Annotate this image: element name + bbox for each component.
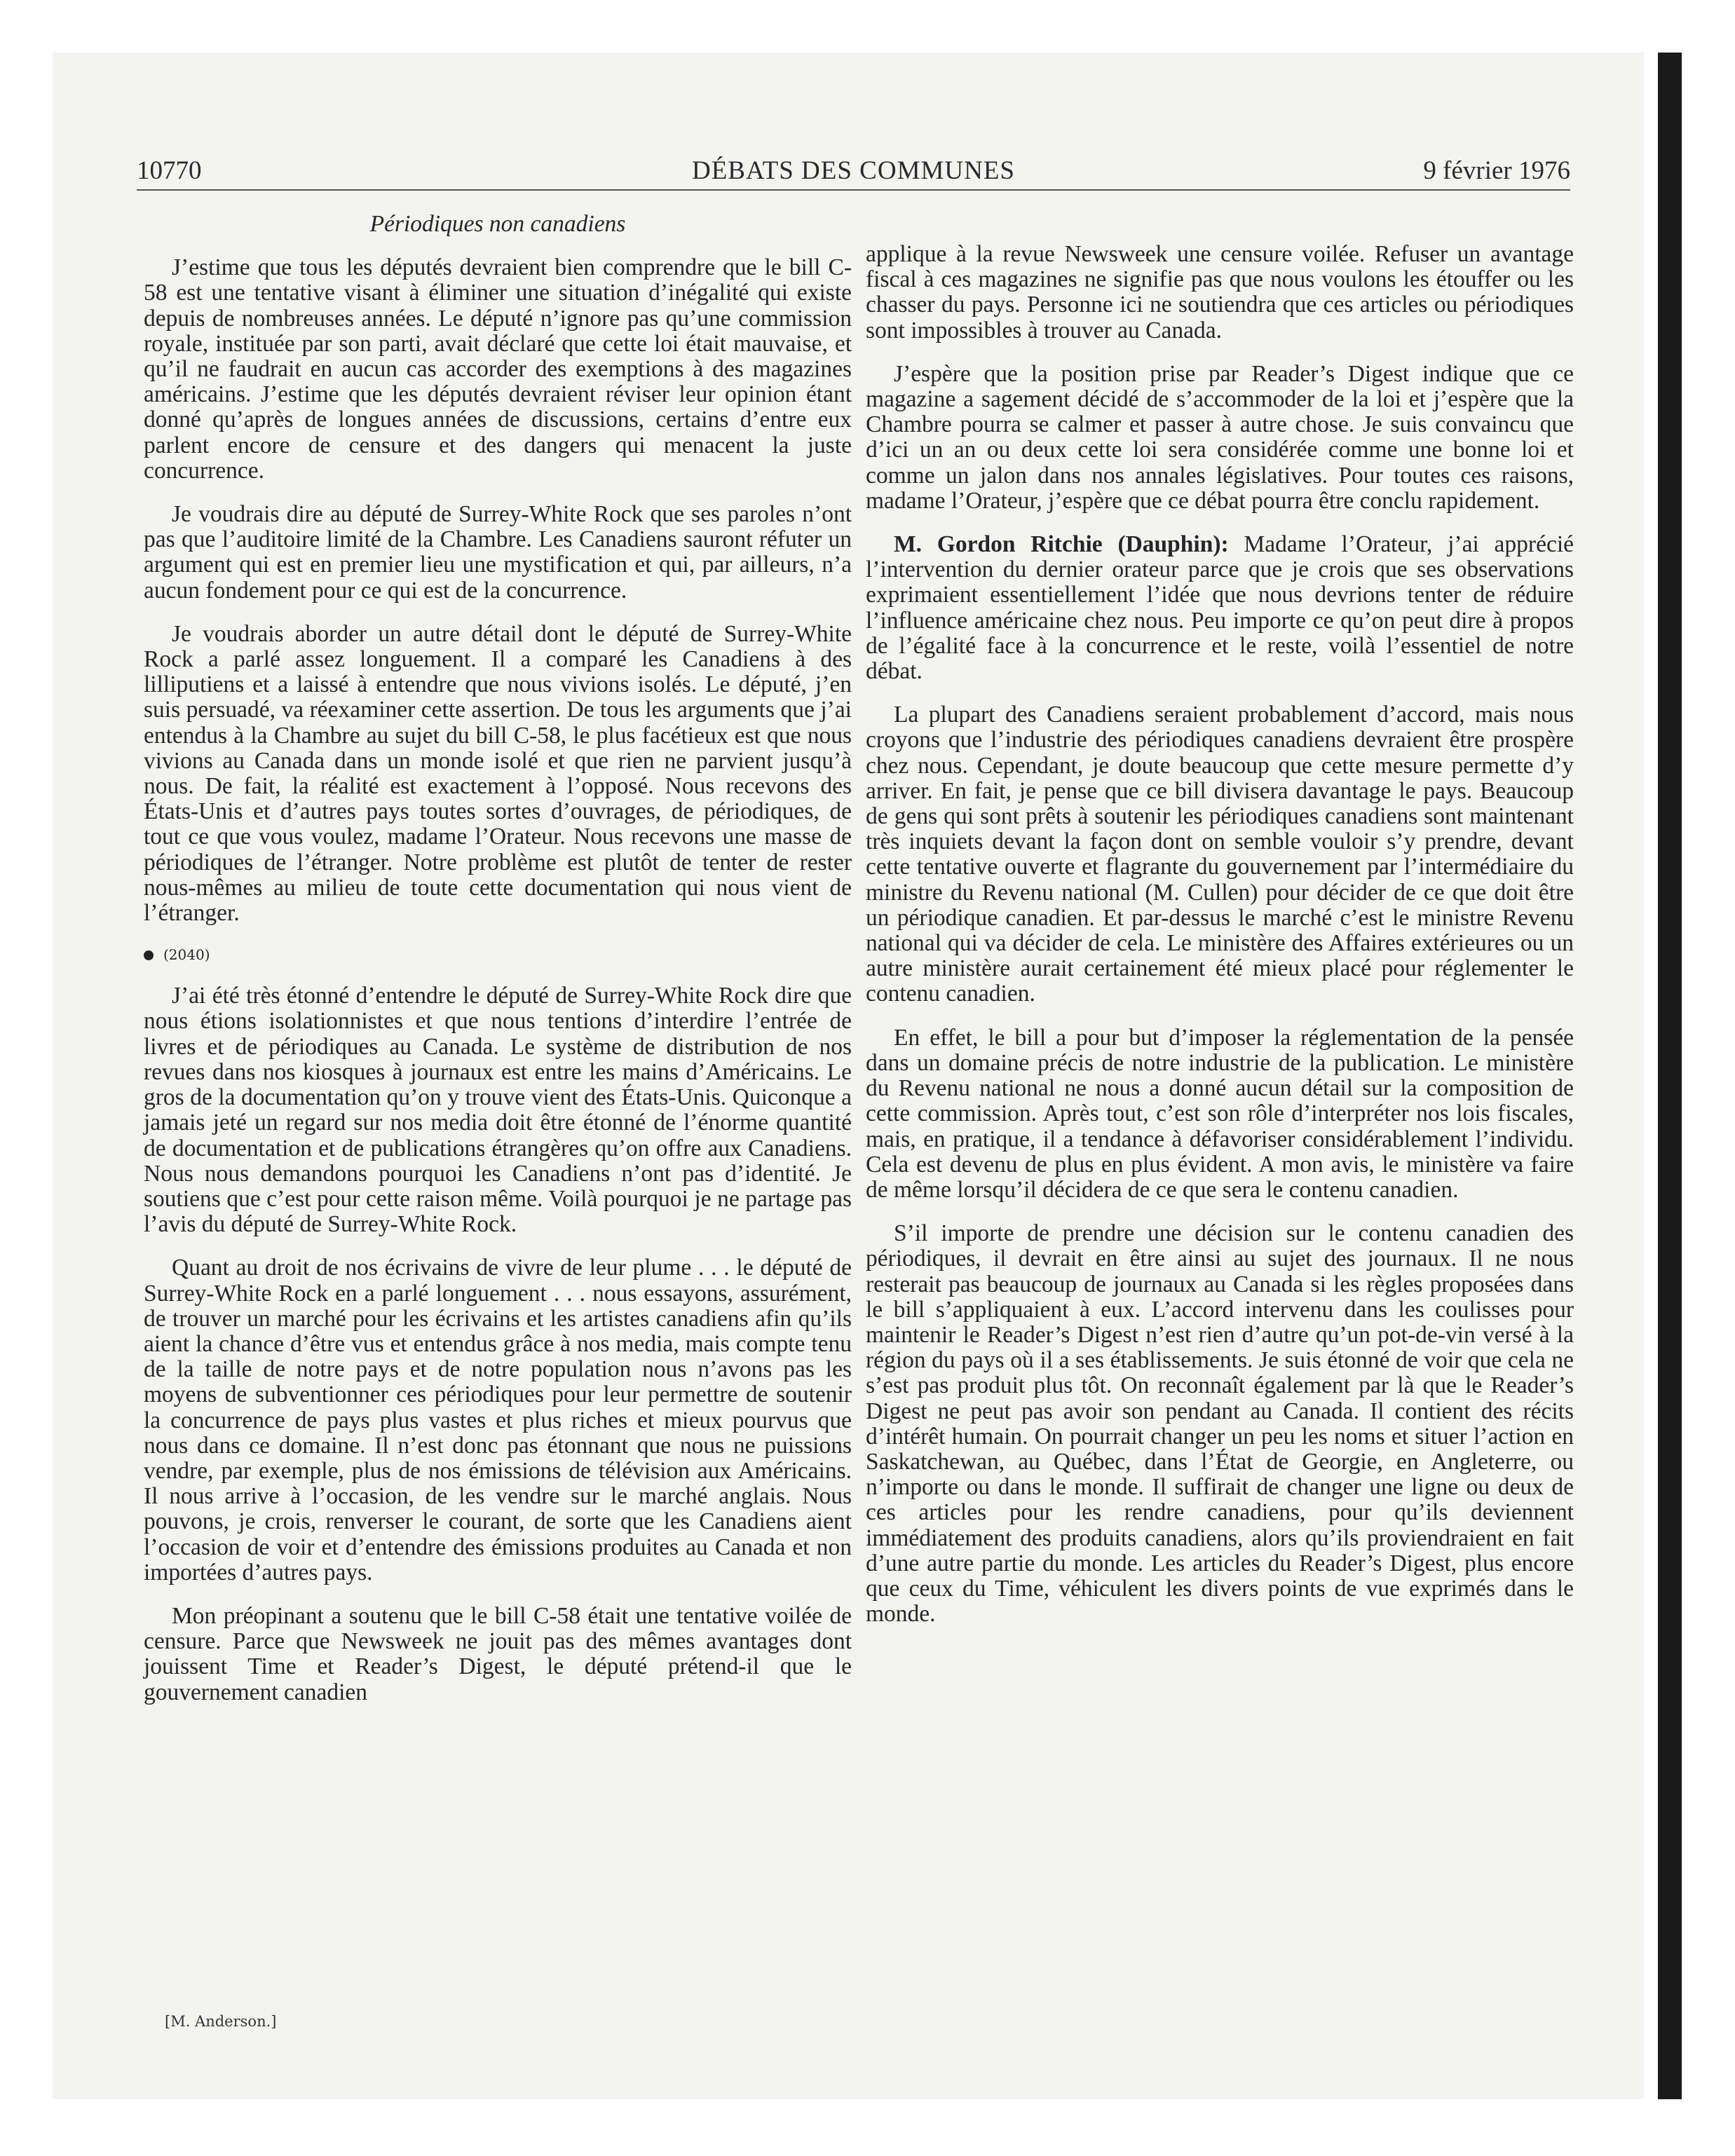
scan-edge-bar — [1658, 53, 1682, 2099]
paragraph: J’estime que tous les députés devraient bien comprendre que le bill C-58 est une tentative visant à éliminer une situation d’inégalité qui existe depuis de nombreuses années. Le député n’ignore pas qu’une commission royale, instituée par son parti, avait déclaré que cette loi était mauvaise, et qu’il ne faudrait en aucun cas accorder des exemptions à des magazines américains. J’estime que les députés devraient réviser leur opinion étant donné qu’après de longues années de discussions, certains d’entre eux parlent encore de censure et des dangers qui menacent la juste concurrence. — [144, 254, 852, 484]
time-marker — [144, 944, 852, 965]
left-column — [144, 212, 852, 1724]
speech-text: Madame l’Orateur, j’ai apprécié l’intervention du dernier orateur parce que je crois que ses observations exprimaient essentiellement l’idée que nous devrions tenter de réduire l’influence américaine chez nous. Peu importe ce qu’on peut dire à propos de l’égalité face à la concurrence et le reste, voilà l’essentiel de notre débat. — [866, 531, 1574, 685]
paragraph: Quant au droit de nos écrivains de vivre de leur plume . . . le député de Surrey-White Rock en a parlé longuement . . . nous essayons, assurément, de trouver un marché pour les écrivains et les artistes canadiens afin qu’ils aient la chance d’être vus et entendus grâce à nos media, mais compte tenu de la taille de notre pays et de notre population nous n’avons pas les moyens de subventionner ces périodiques pour leur permettre de soutenir la concurrence de pays plus vastes et plus riches et mieux pourvus que nous dans ce domaine. Il n’est donc pas étonnant que nous ne puissions vendre, par exemple, plus de nos émissions de télévision aux Américains. Il nous arrive à l’occasion, de les vendre sur le marché anglais. Nous pouvons, je crois, renverser le courant, de sorte que les Canadiens aient l’occasion de voir et d’entendre des émissions produites au Canada et non importées d’autres pays. — [144, 1255, 852, 1585]
paragraph: J’espère que la position prise par Reader’s Digest indique que ce magazine a sagement décidé de s’accommoder de la loi et j’espère que la Chambre pourra se calmer et passer à autre chose. Je suis convaincu que d’ici un an ou deux cette loi sera considérée comme une bonne loi et comme un jalon dans nos annales législatives. Pour toutes ces raisons, madame l’Orateur, j’espère que ce débat pourra être conclu rapidement. — [866, 360, 1574, 514]
paragraph: S’il importe de prendre une décision sur le contenu canadien des périodiques, il devrait en être ainsi au sujet des journaux. Il ne nous resterait pas beaucoup de journaux au Canada si les règles proposées dans le bill s’appliquaient à eux. L’accord intervenu dans les coulisses pour maintenir le Reader’s Digest n’est rien d’autre qu’un pot-de-vin versé à la région du pays où il a ses établissements. Je suis étonné de voir que cela ne s’est pas produit plus tôt. On reconnaît également par là que le Reader’s Digest ne peut pas avoir son pendant au Canada. Il contient des récits d’intérêt humain. On pourrait changer un peu les noms et situer l’action en Saskatchewan, au Québec, dans l’État de Georgie, en Angleterre, ou n’importe ou dans le monde. Il suffirait de changer une ligne ou deux de ces articles pour les rendre canadiens, pour qu’ils deviennent immédiatement des produits canadiens, alors qu’ils proviendraient en fait d’une autre partie du monde. Les articles du Reader’s Digest, plus encore que ceux du Time, véhiculent les divers points de vue exprimés dans le monde. — [866, 1220, 1574, 1628]
time-marker-label: (2040) — [163, 946, 210, 964]
speaker-footer-reference: [M. Anderson.] — [165, 2013, 277, 2030]
paragraph: J’ai été très étonné d’entendre le député de Surrey-White Rock dire que nous étions isolationnistes et que nous tentions d’interdire l’entrée de livres et de périodiques au Canada. Le système de distribution de nos revues dans nos kiosques à journaux est entre les mains d’Américains. Le gros de la documentation qu’on y trouve vient des États-Unis. Quiconque a jamais jeté un regard sur nos media doit être étonné de l’énorme quantité de documentation et de publications étrangères qu’on offre aux Canadiens. Nous nous demandons pourquoi les Canadiens n’ont pas d’identité. Je soutiens que c’est pour cette raison même. Voilà pourquoi je ne partage pas l’avis du député de Surrey-White Rock. — [144, 983, 852, 1238]
paragraph: En effet, le bill a pour but d’imposer la réglementation de la pensée dans un domaine précis de notre industrie de la publication. Le ministère du Revenu national ne nous a donné aucun détail sur la composition de cette commission. Après tout, c’est son rôle d’interpréter nos lois fiscales, mais, en pratique, il a tendance à défavoriser considérablement l’individu. Cela est devenu de plus en plus évident. A mon avis, le ministère va faire de même lorsqu’il décidera de ce que sera le contenu canadien. — [866, 1024, 1574, 1203]
paragraph: Je voudrais dire au député de Surrey-White Rock que ses paroles n’ont pas que l’auditoire limité de la Chambre. Les Canadiens sauront réfuter un argument qui est en premier lieu une mystification et qui, par ailleurs, n’a aucun fondement pour ce qui est de la concurrence. — [144, 501, 852, 603]
running-title: DÉBATS DES COMMUNES — [691, 156, 1015, 185]
paragraph: La plupart des Canadiens seraient probablement d’accord, mais nous croyons que l’industrie des périodiques canadiens devraient être prospère chez nous. Cependant, je doute beaucoup que cette mesure permette d’y arriver. En fait, je pense que ce bill divisera davantage le pays. Beaucoup de gens qui sont prêts à soutenir les périodiques canadiens sont maintenant très inquiets devant la façon dont on semble vouloir s’y prendre, devant cette tentative ouverte et flagrante du gouvernement par l’intermédiaire du ministre du Revenu national (M. Cullen) pour décider de ce que doit être un périodique canadien. Et par-dessus le marché c’est le ministre Revenu national qui va décider de cela. Le ministère des Affaires extérieures ou un autre ministère aurait certainement été mieux placé pour réglementer le contenu canadien. — [866, 702, 1574, 1007]
paragraph: applique à la revue Newsweek une censure voilée. Refuser un avantage fiscal à ces magazines ne signifie pas que nous voulons les étouffer ou les chasser du pays. Personne ici ne soutiendra que ces articles ou périodiques sont impossibles à trouver au Canada. — [866, 241, 1574, 343]
paragraph: Je voudrais aborder un autre détail dont le député de Surrey-White Rock a parlé assez longuement. Il a comparé les Canadiens à des lilliputiens et a laissé à entendre que nous vivions isolés. Le député, j’en suis persuadé, va réexaminer cette assertion. De tous les arguments que j’ai entendus à la Chambre au sujet du bill C-58, le plus facétieux est que nous vivions au Canada dans un monde isolé et que rien ne parvient jusqu’à nous. De fait, la réalité est exactement à l’opposé. Nous recevons des États-Unis et d’autres pays toutes sortes d’ouvrages, de périodiques, de tout ce que vous voulez, madame l’Orateur. Nous recevons une masse de périodiques de l’étranger. Notre problème est plutôt de tenter de rester nous-mêmes au milieu de toute cette documentation qui nous vient de l’étranger. — [144, 620, 852, 927]
section-subheading: Périodiques non canadiens — [369, 211, 626, 237]
paragraph: Mon préopinant a soutenu que le bill C-58 était une tentative voilée de censure. Parce que Newsweek ne jouit pas des mêmes avantages dont jouissent Time et Reader’s Digest, le député prétend-il que le gouvernement canadien — [144, 1602, 852, 1705]
page-number: 10770 — [137, 156, 202, 185]
speaker-name: M. Gordon Ritchie (Dauphin): — [894, 531, 1229, 558]
header-date: 9 février 1976 — [1423, 156, 1570, 185]
speech-paragraph — [866, 532, 1574, 684]
right-column — [866, 242, 1574, 1645]
page-header — [137, 156, 1570, 191]
bullet-dot-icon — [144, 950, 154, 960]
